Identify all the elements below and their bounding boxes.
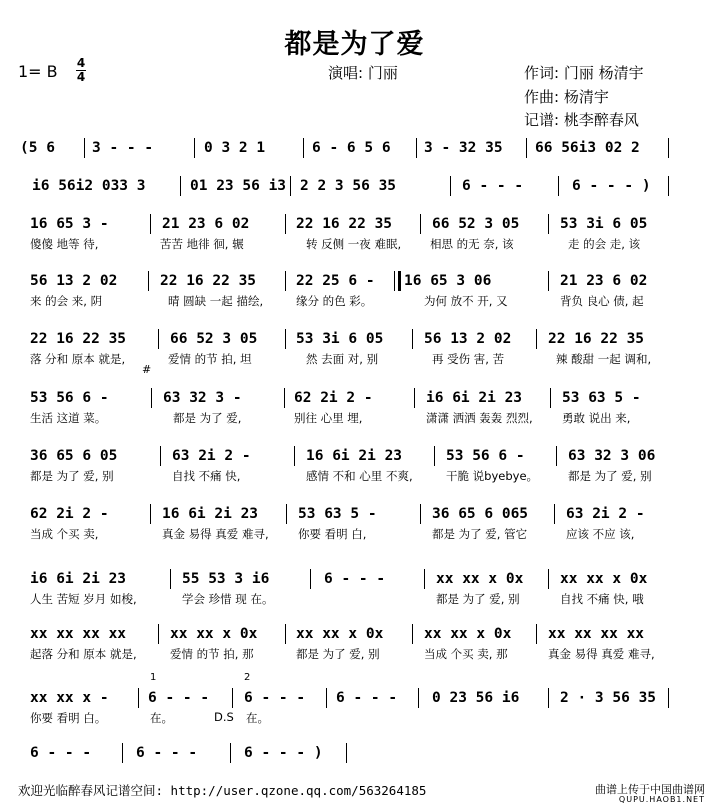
bar-line	[310, 569, 311, 589]
lyric-row	[0, 526, 709, 544]
bar-line	[290, 176, 291, 196]
measure-notes: 16 65 3 06	[404, 273, 492, 289]
measure-notes: xx xx x 0x	[296, 626, 384, 642]
volta-second: 2	[244, 672, 251, 683]
bar-line	[230, 743, 231, 763]
lyric-phrase: 真金 易得 真爱 难寻,	[548, 647, 655, 661]
measure-notes: 22 16 22 35	[296, 216, 393, 232]
bar-line	[450, 176, 451, 196]
bar-line	[285, 271, 286, 291]
measure-notes: 3 - - -	[92, 140, 154, 156]
lyric-phrase: D.S	[214, 710, 234, 724]
measure-notes: 66 52 3 05	[432, 216, 520, 232]
lyric-phrase: 起落 分和 原本 就是,	[30, 647, 137, 661]
measure-notes: 22 25 6 -	[296, 273, 375, 289]
bar-line	[418, 688, 419, 708]
measure-notes: 62 2i 2 -	[294, 390, 373, 406]
bar-line	[286, 504, 287, 524]
lyric-phrase: 都是 为了 爱,	[173, 411, 242, 425]
time-signature-top: 4	[76, 56, 86, 70]
measure-notes: 22 16 22 35	[160, 273, 257, 289]
lyric-row	[0, 236, 709, 254]
lyric-phrase: 生活 这道 菜。	[30, 411, 107, 425]
lyric-phrase: 人生 苦短 岁月 如梭,	[30, 592, 137, 606]
measure-notes: (5 6	[20, 140, 55, 156]
bar-line	[232, 688, 233, 708]
bar-line	[548, 688, 549, 708]
lyric-phrase: 来 的会 来, 阴	[30, 294, 103, 308]
lyric-phrase: 勇敢 说出 来,	[562, 411, 631, 425]
bar-line	[151, 388, 152, 408]
lyric-phrase: 再 受伤 害, 苦	[432, 352, 505, 366]
lyric-row	[0, 710, 709, 728]
measure-notes: 22 16 22 35	[548, 331, 645, 347]
measure-notes: 56 13 2 02	[30, 273, 118, 289]
bar-line	[558, 176, 559, 196]
bar-line	[158, 624, 159, 644]
lyric-row	[0, 646, 709, 664]
measure-notes: xx xx xx xx	[30, 626, 127, 642]
measure-notes: 21 23 6 02	[162, 216, 250, 232]
bar-line	[150, 504, 151, 524]
measure-notes: 16 6i 2i 23	[306, 448, 403, 464]
notation-row	[0, 140, 709, 164]
measure-notes: 3 - 32 35	[424, 140, 503, 156]
lyric-phrase: 都是 为了 爱, 别	[296, 647, 380, 661]
measure-notes: 0 3 2 1	[204, 140, 266, 156]
measure-notes: 0 23 56 i6	[432, 690, 520, 706]
bar-line	[556, 446, 557, 466]
measure-notes: xx xx xx xx	[548, 626, 645, 642]
bar-line	[668, 138, 669, 158]
bar-line	[434, 446, 435, 466]
lyric-phrase: 你要 看明 白,	[298, 527, 367, 541]
bar-line	[412, 624, 413, 644]
lyric-phrase: 都是 为了 爱, 别	[568, 469, 652, 483]
bar-line	[158, 329, 159, 349]
bar-line	[138, 688, 139, 708]
bar-line	[148, 271, 149, 291]
measure-notes: 16 65 3 -	[30, 216, 109, 232]
bar-line	[414, 388, 415, 408]
lyric-row	[0, 293, 709, 311]
measure-notes: 53 3i 6 05	[560, 216, 648, 232]
lyric-phrase: 傻傻 地等 待,	[30, 237, 99, 251]
measure-notes: 6 - - -	[30, 745, 92, 761]
lyric-phrase: 落 分和 原本 就是,	[30, 352, 126, 366]
lyric-phrase: 辣 酸甜 一起 调和,	[556, 352, 652, 366]
measure-notes: 6 - 6 5 6	[312, 140, 391, 156]
bar-line	[122, 743, 123, 763]
lyric-row	[0, 410, 709, 428]
bar-line	[536, 624, 537, 644]
bar-line	[424, 569, 425, 589]
measure-notes: 56 13 2 02	[424, 331, 512, 347]
lyric-phrase: 背负 良心 债, 起	[560, 294, 644, 308]
repeat-bar-line	[394, 271, 395, 291]
bar-line	[526, 138, 527, 158]
measure-notes: 53 63 5 -	[298, 506, 377, 522]
bar-line	[285, 329, 286, 349]
lyric-phrase: 缘分 的色 彩。	[296, 294, 373, 308]
lyric-phrase: 当成 个买 卖,	[30, 527, 99, 541]
measure-notes: 2 2 3 56 35	[300, 178, 397, 194]
lyricist-credit: 作词: 门丽 杨清宇	[524, 64, 644, 82]
bar-line	[536, 329, 537, 349]
measure-notes: 66 56i3 02 2	[535, 140, 640, 156]
measure-notes: 63 2i 2 -	[566, 506, 645, 522]
bar-line	[548, 569, 549, 589]
lyric-phrase: 爱情 的节 拍, 那	[170, 647, 254, 661]
bar-line	[294, 446, 295, 466]
bar-line	[550, 388, 551, 408]
measure-notes: xx xx x -	[30, 690, 109, 706]
key-signature: 1= B	[18, 62, 58, 81]
time-signature	[76, 58, 86, 83]
measure-notes: xx xx x 0x	[170, 626, 258, 642]
lyric-phrase: 应该 不应 该,	[566, 527, 635, 541]
bar-line	[668, 176, 669, 196]
bar-line	[548, 214, 549, 234]
lyric-phrase: 然 去面 对, 别	[306, 352, 379, 366]
singer-credit: 演唱: 门丽	[328, 64, 398, 82]
lyric-phrase: 自找 不痛 快,	[172, 469, 241, 483]
lyric-phrase: 爱情 的节 拍, 坦	[168, 352, 252, 366]
sharp-mark: #	[142, 363, 152, 376]
measure-notes: 63 32 3 06	[568, 448, 656, 464]
measure-notes: 63 2i 2 -	[172, 448, 251, 464]
lyric-phrase: 学会 珍惜 现 在。	[182, 592, 274, 606]
page-title: 都是为了爱	[284, 29, 425, 60]
measure-notes: 6 - - -	[136, 745, 198, 761]
measure-notes: 6 - - -	[148, 690, 210, 706]
bar-line	[548, 271, 549, 291]
measure-notes: xx xx x 0x	[436, 571, 524, 587]
lyric-phrase: 感情 不和 心里 不爽,	[306, 469, 413, 483]
measure-notes: 6 - - -	[244, 690, 306, 706]
bar-line	[326, 688, 327, 708]
measure-notes: 6 - - -	[336, 690, 398, 706]
bar-line	[303, 138, 304, 158]
measure-notes: 53 63 5 -	[562, 390, 641, 406]
lyric-phrase: 潇潇 洒洒 轰轰 烈烈,	[426, 411, 533, 425]
measure-notes: 21 23 6 02	[560, 273, 648, 289]
measure-notes: 6 - - -	[462, 178, 524, 194]
bar-line	[412, 329, 413, 349]
lyric-phrase: 苦苦 地徘 徊, 辗	[160, 237, 244, 251]
measure-notes: 53 56 6 -	[30, 390, 109, 406]
measure-notes: 16 6i 2i 23	[162, 506, 259, 522]
measure-notes: 55 53 3 i6	[182, 571, 270, 587]
lyric-row	[0, 351, 709, 369]
measure-notes: xx xx x 0x	[560, 571, 648, 587]
lyric-phrase: 相思 的无 奈, 该	[430, 237, 514, 251]
lyric-phrase: 在。	[246, 711, 269, 725]
bar-line	[420, 504, 421, 524]
lyric-phrase: 当成 个买 卖, 那	[424, 647, 508, 661]
measure-notes: 36 65 6 05	[30, 448, 118, 464]
time-signature-bottom: 4	[76, 70, 86, 84]
lyric-phrase: 为何 放不 开, 又	[424, 294, 508, 308]
bar-line	[284, 388, 285, 408]
lyric-phrase: 都是 为了 爱, 别	[436, 592, 520, 606]
repeat-bar-line	[398, 271, 401, 291]
bar-line	[554, 504, 555, 524]
bar-line	[668, 688, 669, 708]
lyric-row	[0, 468, 709, 486]
measure-notes: xx xx x 0x	[424, 626, 512, 642]
measure-notes: 22 16 22 35	[30, 331, 127, 347]
lyric-phrase: 别往 心里 埋,	[294, 411, 363, 425]
measure-notes: 62 2i 2 -	[30, 506, 109, 522]
measure-notes: i6 56i2 033 3	[32, 178, 146, 194]
lyric-phrase: 自找 不痛 快, 哦	[560, 592, 644, 606]
measure-notes: 2 · 3 56 35	[560, 690, 657, 706]
lyric-phrase: 都是 为了 爱, 管它	[432, 527, 528, 541]
composer-credit: 作曲: 杨清宇	[524, 88, 609, 106]
volta-first: 1	[150, 672, 157, 683]
measure-notes: i6 6i 2i 23	[426, 390, 523, 406]
measure-notes: 63 32 3 -	[163, 390, 242, 406]
bar-line	[150, 214, 151, 234]
bar-line	[194, 138, 195, 158]
bar-line	[285, 214, 286, 234]
lyric-phrase: 转 反侧 一夜 难眠,	[306, 237, 402, 251]
lyric-phrase: 晴 圆缺 一起 描绘,	[168, 294, 264, 308]
measure-notes: 6 - - - )	[244, 745, 323, 761]
lyric-phrase: 真金 易得 真爱 难寻,	[162, 527, 269, 541]
footer-link-text: 欢迎光临醉春风记谱空间: http://user.qzone.qq.com/563264185	[18, 783, 427, 798]
bar-line	[84, 138, 85, 158]
measure-notes: 36 65 6 065	[432, 506, 529, 522]
measure-notes: i6 6i 2i 23	[30, 571, 127, 587]
measure-notes: 66 52 3 05	[170, 331, 258, 347]
notation-row	[0, 178, 709, 202]
bar-line	[285, 624, 286, 644]
bar-line	[160, 446, 161, 466]
measure-notes: 53 56 6 -	[446, 448, 525, 464]
measure-notes: 6 - - - )	[572, 178, 651, 194]
notation-row	[0, 745, 709, 769]
lyric-phrase: 干脆 说byebye。	[446, 469, 539, 483]
lyric-phrase: 走 的会 走, 该	[568, 237, 641, 251]
measure-notes: 6 - - -	[324, 571, 386, 587]
lyric-row	[0, 591, 709, 609]
lyric-phrase: 在。	[150, 711, 173, 725]
lyric-phrase: 都是 为了 爱, 别	[30, 469, 114, 483]
measure-notes: 01 23 56 i3	[190, 178, 287, 194]
bar-line	[346, 743, 347, 763]
bar-line	[416, 138, 417, 158]
bar-line	[170, 569, 171, 589]
watermark-url: QUPU.HAOB1.NET	[618, 795, 705, 804]
measure-notes: 53 3i 6 05	[296, 331, 384, 347]
transcriber-credit: 记谱: 桃李醉春风	[524, 111, 639, 129]
bar-line	[180, 176, 181, 196]
watermark: 曲谱上传于中国曲谱网	[595, 783, 705, 796]
lyric-phrase: 你要 看明 白。	[30, 711, 107, 725]
bar-line	[420, 214, 421, 234]
